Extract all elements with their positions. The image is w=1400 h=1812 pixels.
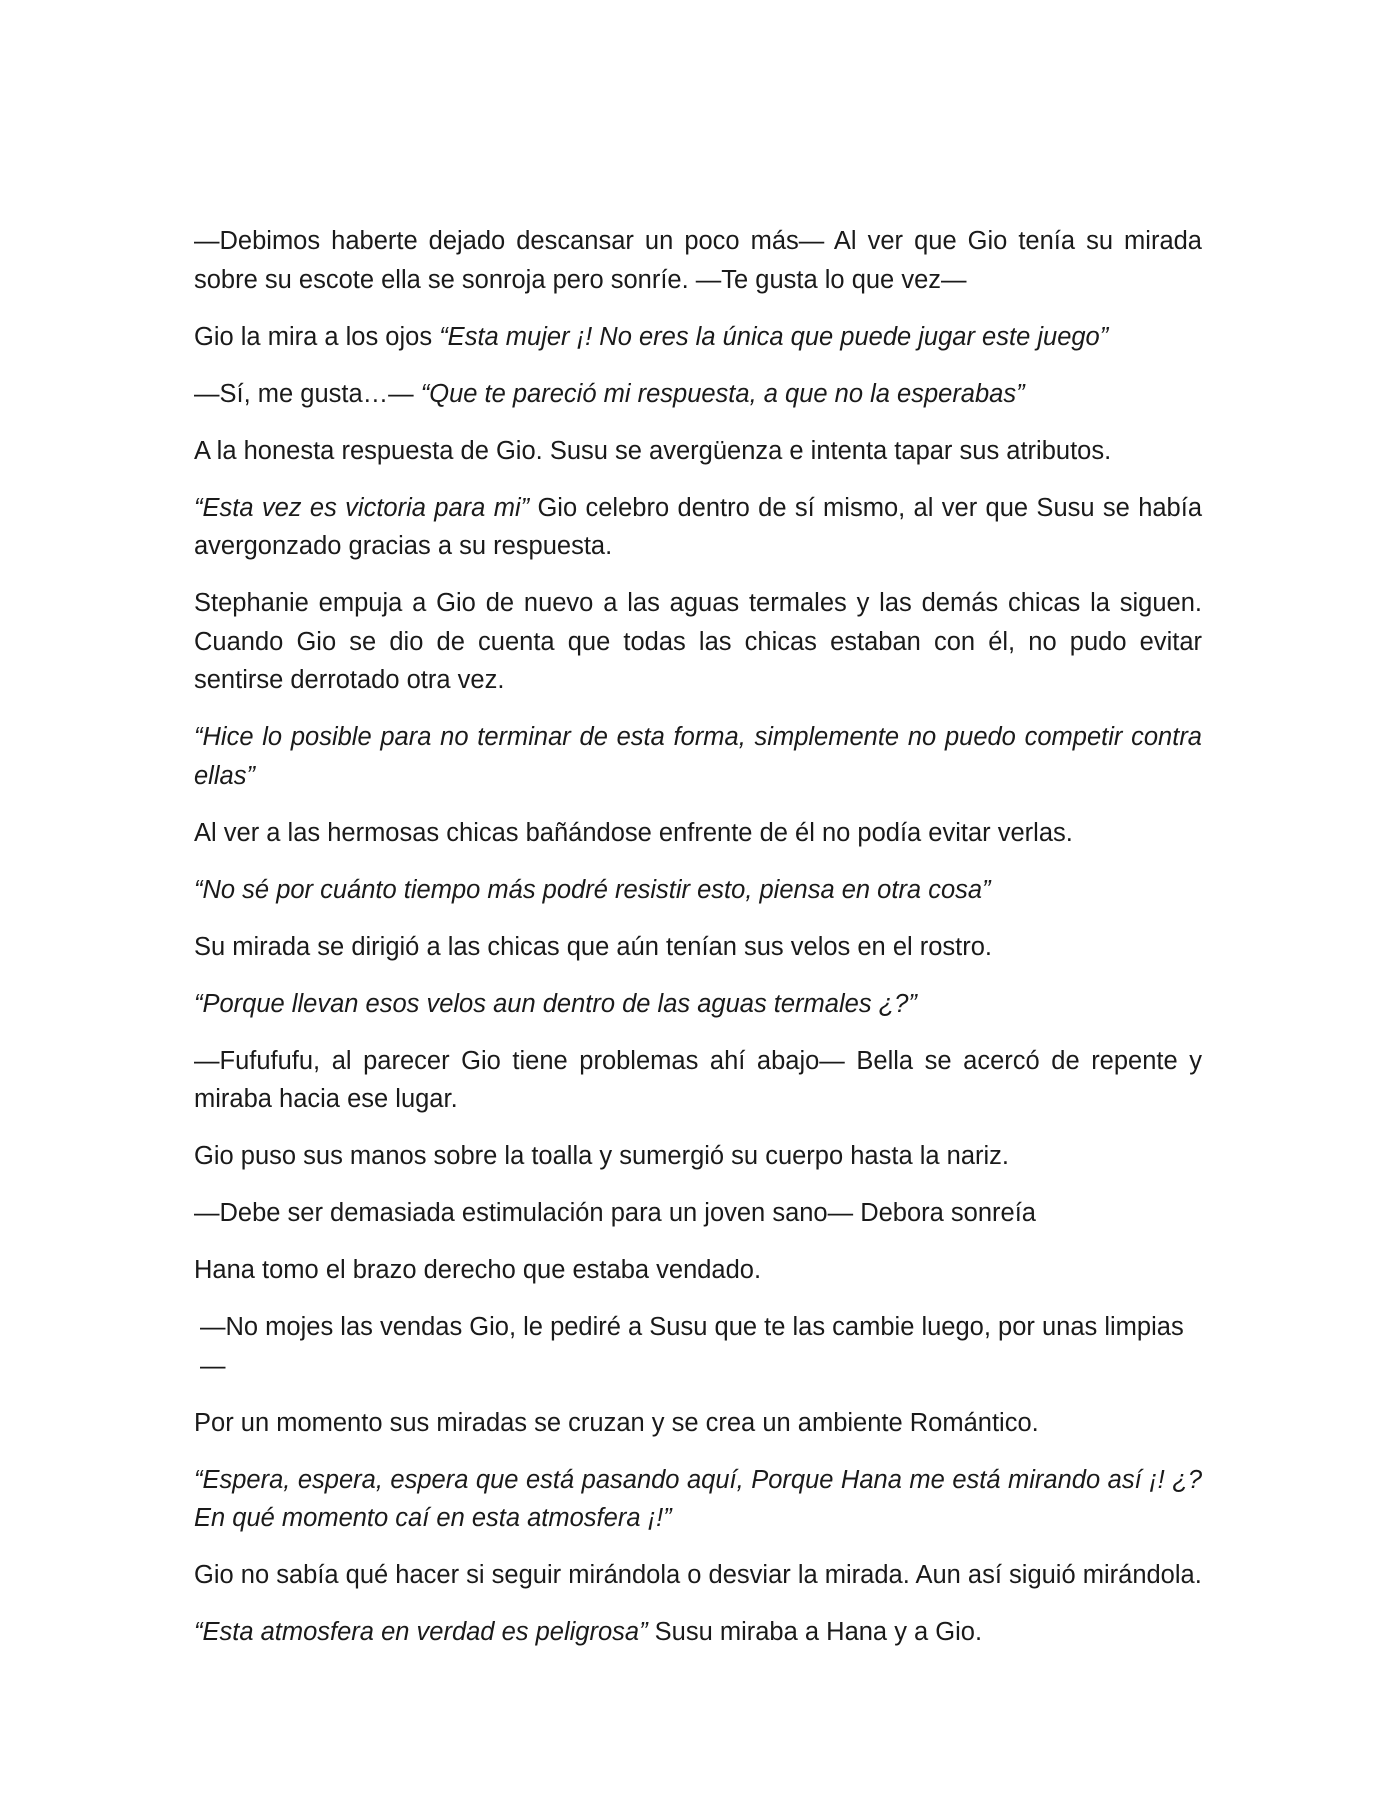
narrative-text: —Sí, me gusta…— (194, 379, 421, 408)
narrative-text: —Fufufufu, al parecer Gio tiene problemas ahí abajo— Bella se acercó de repente y miraba hacia ese lugar. (194, 1046, 1202, 1113)
narrative-text: Stephanie empuja a Gio de nuevo a las aguas termales y las demás chicas la siguen. Cuando Gio se dio de cuenta que todas las chicas estaban con él, no pudo evitar sentirse derrotado otra vez. (194, 589, 1202, 694)
narrative-text: —Debe ser demasiada estimulación para un joven sano— Debora sonreía (194, 1199, 1036, 1227)
paragraph (194, 318, 1202, 357)
narrative-text: Al ver a las hermosas chicas bañándose enfrente de él no podía evitar verlas. (194, 818, 1073, 847)
paragraph (194, 1251, 1202, 1290)
inner-thought-text: “Esta vez es victoria para mi” (194, 493, 530, 522)
paragraph (194, 1042, 1202, 1119)
document-body (194, 222, 1202, 1670)
narrative-text: Por un momento sus miradas se cruzan y se crea un ambiente Romántico. (194, 1408, 1039, 1437)
inner-thought-text: “Esta mujer ¡! No eres la única que puede jugar este juego” (439, 322, 1109, 351)
inner-thought-text: “Que te pareció mi respuesta, a que no la esperabas” (420, 379, 1025, 408)
paragraph (194, 871, 1202, 910)
paragraph (194, 432, 1202, 471)
narrative-text: Gio puso sus manos sobre la toalla y sumergió su cuerpo hasta la nariz. (194, 1142, 1010, 1170)
narrative-text: Susu miraba a Hana y a Gio. (647, 1618, 983, 1646)
paragraph (194, 928, 1202, 967)
paragraph (194, 1404, 1202, 1443)
paragraph (194, 718, 1202, 795)
paragraph (194, 375, 1202, 414)
paragraph (194, 1461, 1202, 1538)
inner-thought-text: “Porque llevan esos velos aun dentro de las aguas termales ¿?” (194, 989, 917, 1018)
paragraph (194, 814, 1202, 853)
narrative-text: Gio la mira a los ojos (194, 322, 440, 351)
narrative-text: —No mojes las vendas Gio, le pediré a Susu que te las cambie luego, por unas limpias— (200, 1313, 1184, 1380)
paragraph (194, 985, 1202, 1024)
paragraph (194, 1613, 1202, 1652)
narrative-text: Su mirada se dirigió a las chicas que aún tenían sus velos en el rostro. (194, 932, 993, 961)
paragraph (194, 1308, 1202, 1385)
inner-thought-text: “Espera, espera, espera que está pasando aquí, Porque Hana me está mirando así ¡! ¿? En qué momento caí en esta atmosfera ¡!” (194, 1465, 1202, 1532)
narrative-text: Gio celebro dentro de sí mismo, al ver que Susu se había avergonzado gracias a su respuesta. (194, 493, 1203, 560)
paragraph (194, 1194, 1202, 1233)
paragraph (194, 1137, 1202, 1176)
inner-thought-text: “Hice lo posible para no terminar de esta forma, simplemente no puedo competir contra ellas” (194, 723, 1202, 790)
paragraph (194, 584, 1202, 700)
inner-thought-text: “No sé por cuánto tiempo más podré resistir esto, piensa en otra cosa” (194, 875, 991, 904)
narrative-text: —Debimos haberte dejado descansar un poco más— Al ver que Gio tenía su mirada sobre su escote ella se sonroja pero sonríe. —Te gusta lo que vez— (194, 227, 1202, 294)
paragraph (194, 222, 1202, 299)
inner-thought-text: “Esta atmosfera en verdad es peligrosa” (194, 1618, 648, 1646)
paragraph (194, 489, 1202, 566)
narrative-text: Hana tomo el brazo derecho que estaba vendado. (194, 1256, 762, 1284)
narrative-text: A la honesta respuesta de Gio. Susu se avergüenza e intenta tapar sus atributos. (194, 436, 1112, 465)
narrative-text: Gio no sabía qué hacer si seguir mirándola o desviar la mirada. Aun así siguió mirándola. (194, 1561, 1202, 1589)
paragraph (194, 1556, 1202, 1595)
